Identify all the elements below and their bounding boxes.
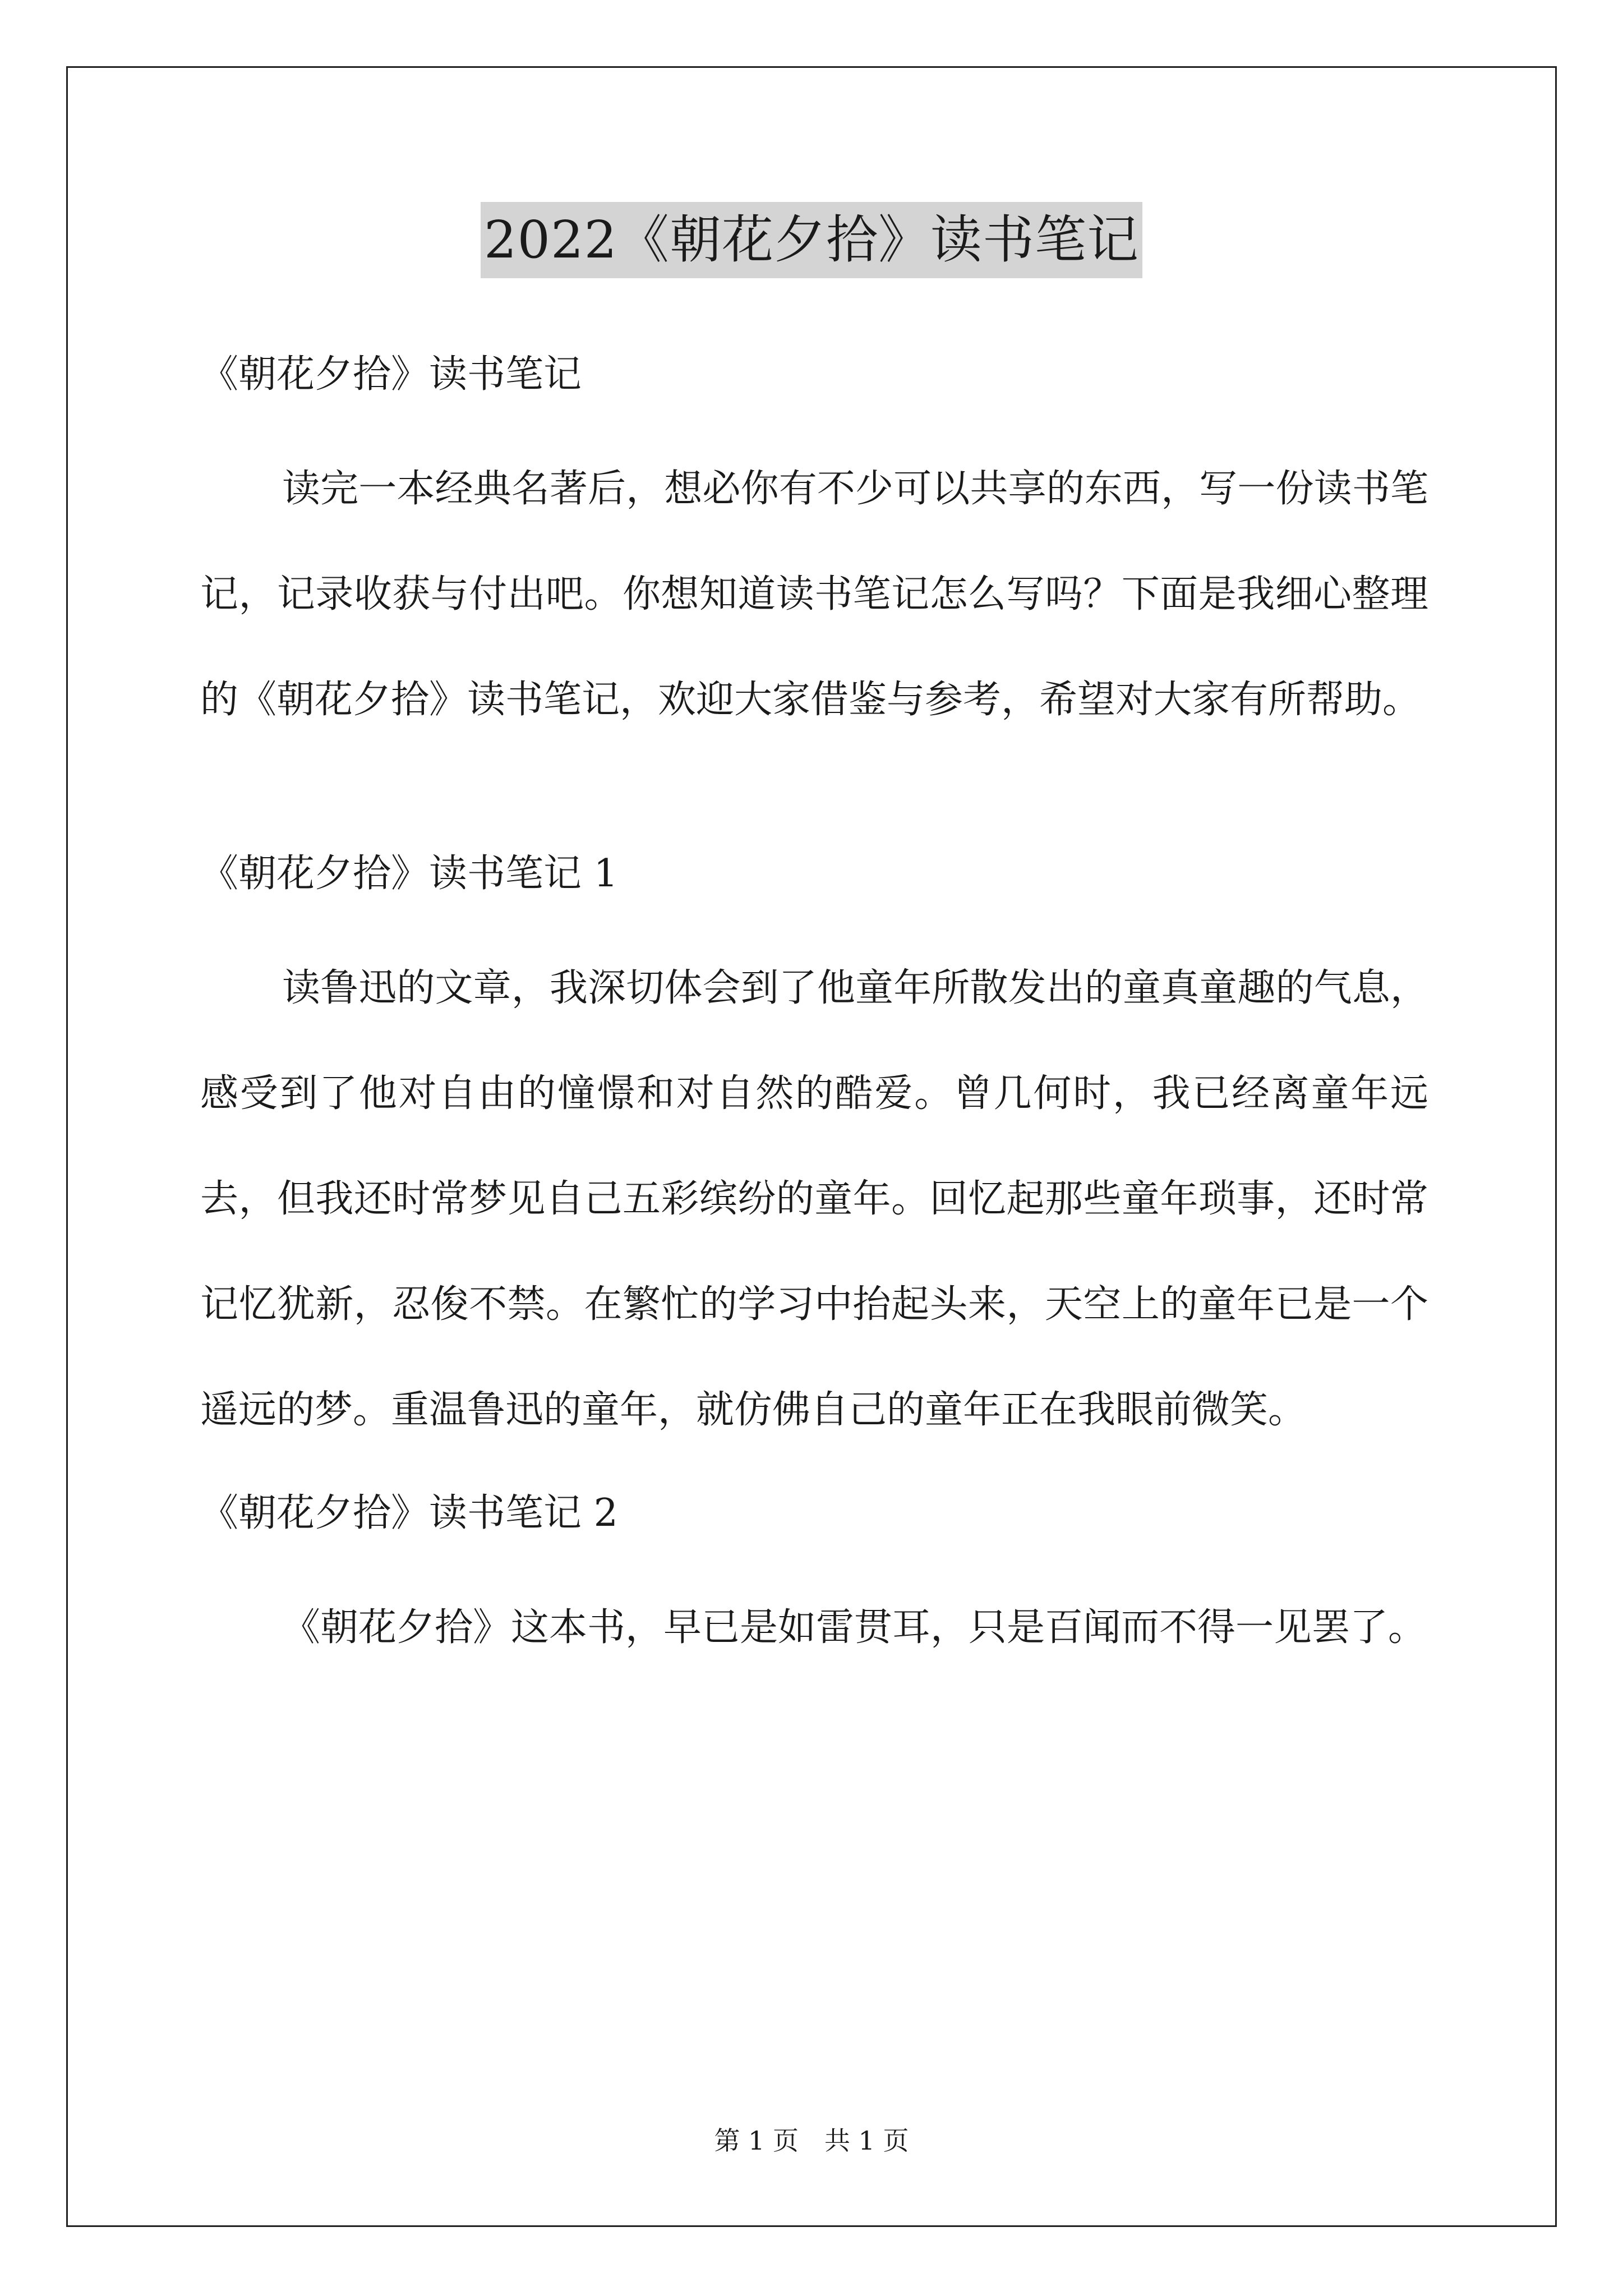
section-paragraph-1: 读鲁迅的文章，我深切体会到了他童年所散发出的童真童趣的气息，感受到了他对自由的憧憬和对自然的酷爱。曾几何时，我已经离童年远去，但我还时常梦见自己五彩缤纷的童年。回忆起那些童年琐事，还时常记忆犹新，忍俊不禁。在繁忙的学习中抬起头来，天空上的童年已是一个遥远的梦。重温鲁迅的童年，就仿佛自己的童年正在我眼前微笑。: [200, 966, 1428, 1432]
title-container: [0, 202, 1623, 278]
section-heading-2: 《朝花夕拾》读书笔记 2: [200, 1491, 618, 1535]
section-paragraph-2: 《朝花夕拾》这本书，早已是如雷贯耳，只是百闻而不得一见罢了。: [282, 1605, 1427, 1650]
intro-heading: 《朝花夕拾》读书笔记: [200, 352, 582, 397]
document-title: 2022《朝花夕拾》读书笔记: [481, 202, 1142, 278]
section-heading-1: 《朝花夕拾》读书笔记 1: [200, 852, 618, 896]
document-body: [200, 335, 1428, 1681]
page-footer: 第 1 页 共 1 页: [714, 2125, 909, 2156]
intro-paragraph: 读完一本经典名著后，想必你有不少可以共享的东西，写一份读书笔记，记录收获与付出吧。你想知道读书笔记怎么写吗？下面是我细心整理的《朝花夕拾》读书笔记，欢迎大家借鉴与参考，希望对大家有所帮助。: [200, 467, 1428, 722]
